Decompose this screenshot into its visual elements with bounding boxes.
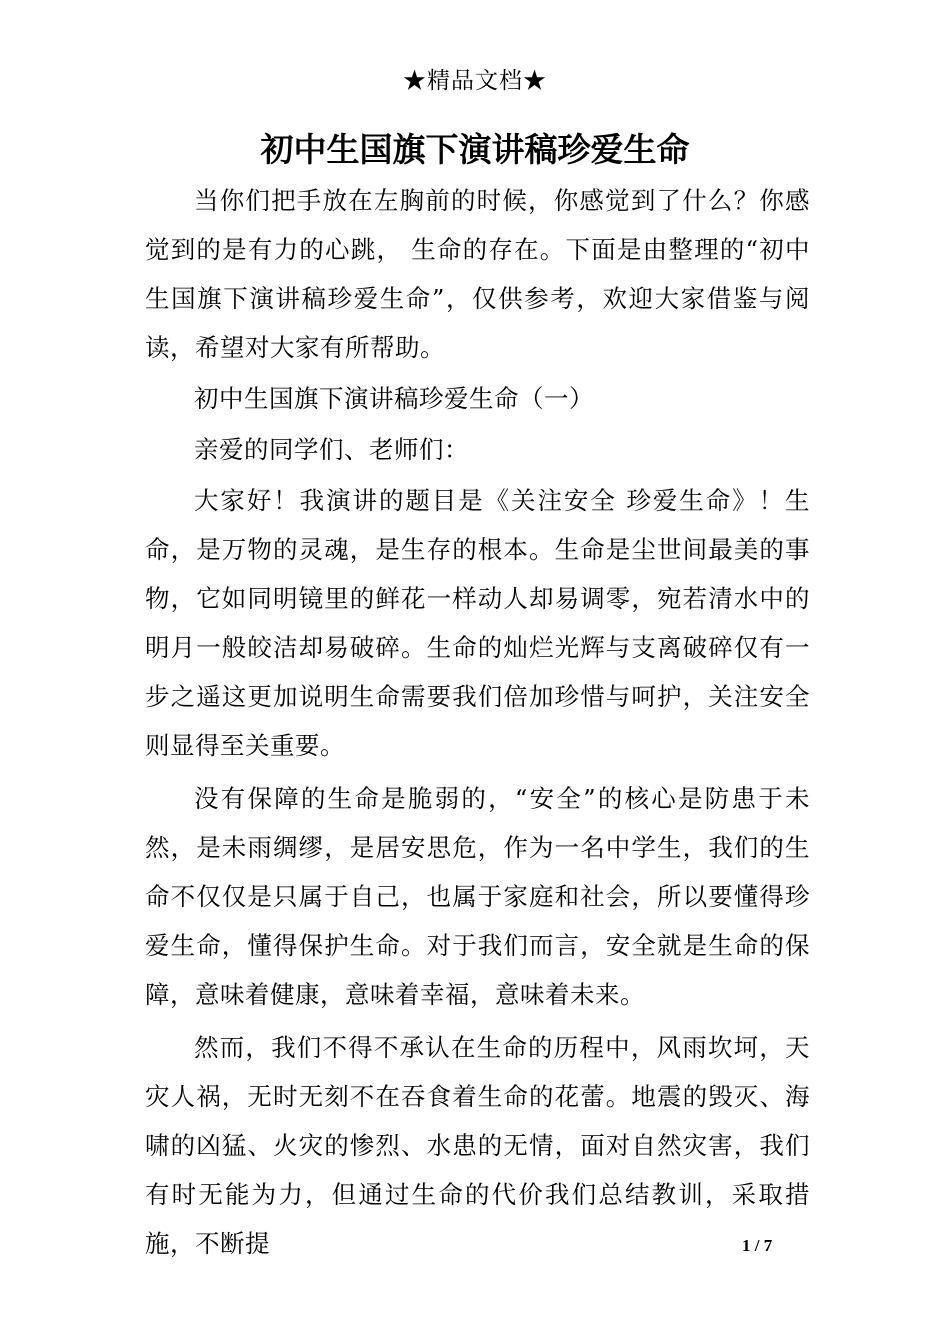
document-header: ★精品文档★ [403,68,547,94]
body-paragraph: 没有保障的生命是脆弱的，“安全”的核心是防患于未然，是未雨绸缪，是居安思危，作为一名中学生，我们的生命不仅仅是只属于自己，也属于家庭和社会，所以要懂得珍爱生命，懂得保护生命。对于我们而言，安全就是生命的保障，意味着健康，意味着幸福，意味着未来。 [145,784,810,1009]
body-paragraph: 然而，我们不得不承认在生命的历程中，风雨坎坷，天灾人祸，无时无刻不在吞食着生命的花蕾。地震的毁灭、海啸的凶猛、火灾的惨烈、水患的无情，面对自然灾害，我们有时无能为力，但通过生命的代价我们总结教训，采取措施，不断提 [145,1033,810,1258]
salutation: 亲爱的同学们、老师们： [194,435,469,464]
body-paragraph: 大家好！我演讲的题目是《关注安全 珍爱生命》！生命，是万物的灵魂，是生存的根本。生命是尘世间最美的事物，它如同明镜里的鲜花一样动人却易调零，宛若清水中的明月一般皎洁却易破碎。生命的灿烂光辉与支离破碎仅有一步之遥这更加说明生命需要我们倍加珍惜与呵护，关注安全则显得至关重要。 [145,486,810,760]
document-body [145,176,810,1268]
document-title: 初中生国旗下演讲稿珍爱生命 [260,130,690,169]
page-number: 1 / 7 [742,1236,773,1255]
intro-paragraph: 当你们把手放在左胸前的时候，你感觉到了什么？你感觉到的是有力的心跳， 生命的存在。下面是由整理的“初中生国旗下演讲稿珍爱生命”，仅供参考，欢迎大家借鉴与阅读，希望对大家有所帮助。 [145,186,810,362]
section-heading: 初中生国旗下演讲稿珍爱生命（一） [194,384,594,413]
